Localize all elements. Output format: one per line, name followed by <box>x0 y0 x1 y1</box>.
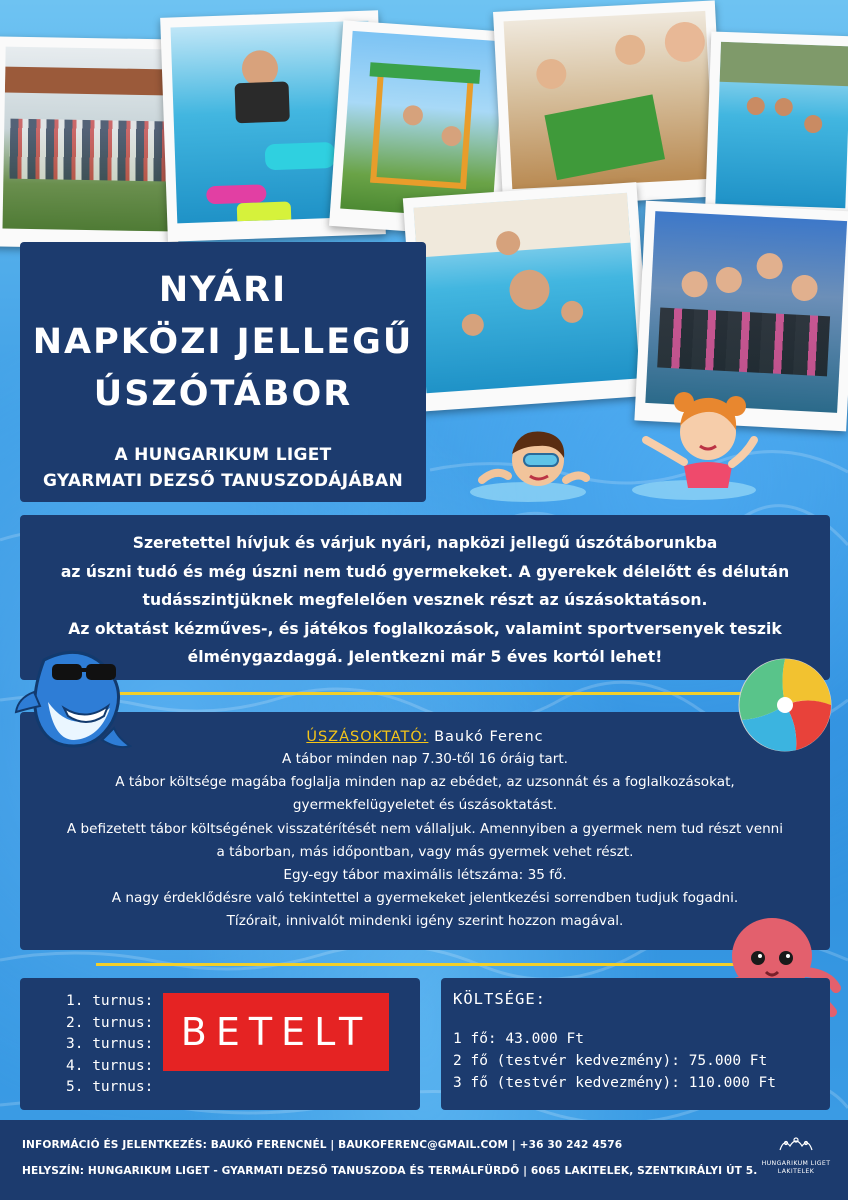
info-line-4: A befizetett tábor költségének visszatérítését nem vállaljuk. Amennyiben a gyermek nem tud részt venni <box>66 820 784 837</box>
info-line-5: a táborban, más időpontban, vagy más gyermek vehet részt. <box>216 843 634 860</box>
photo-outdoor-pool <box>705 31 848 226</box>
instructor-name: Baukó Ferenc <box>434 729 544 745</box>
intro-line-1: Szeretettel hívjuk és várjuk nyári, napközi jellegű úszótáborunkba <box>132 534 718 552</box>
title-line-2: NAPKÖZI JELLEGŰ <box>32 322 414 362</box>
swimming-boy-icon <box>468 418 590 504</box>
turnus-item: 3. turnus: <box>66 1036 154 1052</box>
price-line: 3 fő (testvér kedvezmény): 110.000 Ft <box>453 1075 777 1091</box>
turnus-item: 1. turnus: <box>66 993 154 1009</box>
intro-panel <box>20 515 830 680</box>
shark-with-sunglasses-icon <box>14 642 134 762</box>
photo-board-game <box>493 0 725 207</box>
photo-child <box>791 274 818 301</box>
photo-board-game-image <box>504 11 715 189</box>
photo-swimming-group-image <box>413 193 639 393</box>
title-line-3: ÚSZÓTÁBOR <box>93 374 353 414</box>
turnus-panel <box>20 978 420 1110</box>
photo-child <box>681 271 708 298</box>
instructor-line <box>20 726 830 748</box>
divider-line <box>96 963 746 966</box>
title-line-1: NYÁRI <box>158 270 288 310</box>
photo-swimsuits <box>657 308 830 377</box>
photo-group-camp <box>0 36 182 249</box>
intro-line-2: az úszni tudó és még úszni nem tudó gyermekeket. A gyerekek délelőtt és délután <box>60 562 790 581</box>
photo-roof <box>5 67 171 96</box>
info-line-3: gyermekfelügyeletet és úszásoktatást. <box>292 797 558 814</box>
info-line-8: Tízórait, innivalót mindenki igény szerint hozzon magával. <box>226 913 624 930</box>
info-line-7: A nagy érdeklődésre való tekintettel a gyermekeket jelentkezési sorrendben tudjuk fogadni. <box>111 890 739 907</box>
photo-adult <box>715 266 742 293</box>
info-line-1: A tábor minden nap 7.30-től 16 óráig tart. <box>282 751 568 767</box>
photo-child <box>746 97 765 116</box>
photo-outdoor-pool-image <box>715 42 848 208</box>
instructor-label: ÚSZÁSOKTATÓ: <box>306 729 429 745</box>
turnus-item: 2. turnus: <box>66 1014 154 1031</box>
photo-board <box>237 201 292 223</box>
intro-line-3: tudásszintjüknek megfelelően vesznek részt az úszásoktatáson. <box>142 591 708 609</box>
status-badge-full: BETELT <box>163 993 389 1071</box>
page-title <box>20 264 426 420</box>
beach-ball-icon <box>736 656 834 754</box>
photo-child <box>756 253 783 280</box>
info-line-2: A tábor költsége magába foglalja minden nap az ebédet, az uzsonnát és a foglalkozásokat, <box>115 774 735 791</box>
photo-child <box>560 300 583 323</box>
logo-ornament-icon <box>776 1134 816 1156</box>
footer-location: HELYSZÍN: HUNGARIKUM LIGET - GYARMATI DEZSŐ TANUSZODA ÉS TERMÁLFÜRDŐ | 6065 LAKITELEK, SZENTKIRÁLYI ÚT 5. <box>22 1165 758 1177</box>
swimming-girl-icon <box>624 380 760 502</box>
photo-child <box>495 230 521 256</box>
photo-playground-image <box>340 31 504 219</box>
price-panel <box>441 978 830 1110</box>
logo-line-2: LAKITELEK <box>777 1168 815 1175</box>
photo-child <box>536 58 568 90</box>
subtitle-line-2: GYARMATI DEZSŐ TANUSZODÁJÁBAN <box>42 471 404 491</box>
divider-line <box>96 692 746 695</box>
turnus-item: 5. turnus: <box>66 1079 154 1095</box>
footer <box>0 1120 848 1200</box>
photo-wall <box>413 193 630 258</box>
price-title: KÖLTSÉGE: <box>453 990 546 1008</box>
price-list <box>453 1028 776 1094</box>
photo-swimming-group <box>403 182 651 412</box>
subtitle-line-1: A HUNGARIKUM LIGET <box>114 445 332 465</box>
footer-contact: INFORMÁCIÓ ÉS JELENTKEZÉS: BAUKÓ FERENCNÉL | BAUKOFERENC@GMAIL.COM | +36 30 242 4576 <box>22 1139 623 1151</box>
photo-child <box>804 115 823 134</box>
photo-figure-body <box>234 81 289 123</box>
photo-adult <box>664 21 706 63</box>
page-subtitle <box>20 442 426 494</box>
photo-noodle <box>206 184 267 204</box>
photo-game-board <box>544 94 665 180</box>
photo-group-image <box>2 47 171 232</box>
price-line: 2 fő (testvér kedvezmény): 75.000 Ft <box>453 1053 768 1069</box>
photo-children-row <box>9 119 170 182</box>
price-line: 1 fő: 43.000 Ft <box>453 1031 584 1047</box>
intro-line-4: Az oktatást kézműves-, és játékos foglalkozások, valamint sportversenyek teszik <box>68 619 782 638</box>
hungarikum-liget-logo <box>756 1134 836 1186</box>
photo-background-green <box>720 42 848 87</box>
photo-child <box>461 313 484 336</box>
photo-child <box>614 34 646 66</box>
logo-line-1: HUNGARIKUM LIGET <box>761 1160 831 1167</box>
photo-adult <box>508 268 551 311</box>
turnus-list <box>66 991 153 1099</box>
intro-line-5: élménygazdaggá. Jelentkezni már 5 éves kortól lehet! <box>187 648 663 666</box>
turnus-item: 4. turnus: <box>66 1057 154 1074</box>
title-panel <box>20 242 426 502</box>
info-line-6: Egy-egy tábor maximális létszáma: 35 fő. <box>283 867 567 884</box>
photo-child <box>774 98 793 117</box>
photo-float <box>265 142 336 170</box>
